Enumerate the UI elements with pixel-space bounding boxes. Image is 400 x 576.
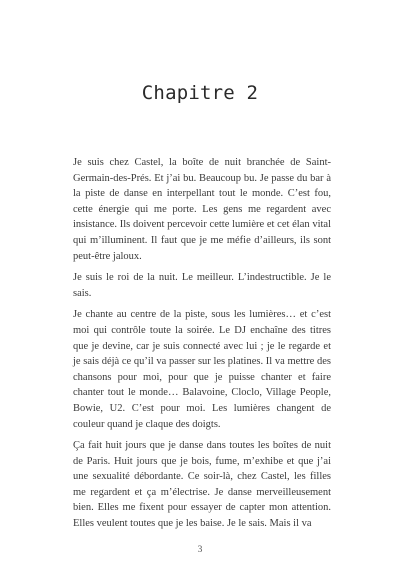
paragraph-1: Je suis chez Castel, la boîte de nuit branchée de Saint-Germain-des-Prés. Et j’ai bu. Beaucoup bu. Je passe du bar à la piste de danse en interpellant tout le monde. C’est fou, cette énergie qui me porte. Les gens me regardent avec insistance. Ils doivent percevoir cette lumière et cet élan vital qui m’illuminent. Il faut que je me méfie d’ailleurs, ils sont peut-être jaloux. — [73, 157, 331, 262]
paragraph-3: Je chante au centre de la piste, sous les lumières… et c’est moi qui contrôle toute la soirée. Le DJ enchaîne des titres que je devine, car je suis connecté avec lui ; je le regarde et je sais déjà ce qu’il va passer sur les platines. Il va mettre des chansons pour moi, pour que je puisse chanter et faire chanter tout le monde… Balavoine, Cloclo, Village People, Bowie, U2. C’est pour moi. Les lumières changent de couleur quand je claque des doigts. — [73, 309, 331, 430]
chapter-body — [73, 155, 331, 538]
paragraph-4: Ça fait huit jours que je danse dans toutes les boîtes de nuit de Paris. Huit jours que je bois, fume, m’exhibe et que j’ai une sexualité débordante. Ce soir-là, chez Castel, les filles me regardent et ça m’électrise. Je danse merveilleusement bien. Elles me fixent pour essayer de capter mon attention. Elles veulent toutes que je les baise. Je le sais. Mais il va — [73, 440, 331, 530]
chapter-title: Chapitre 2 — [141, 82, 259, 104]
page-number: 3 — [197, 545, 203, 555]
paragraph-2: Je suis le roi de la nuit. Le meilleur. L’indestructible. Je le sais. — [73, 272, 331, 299]
